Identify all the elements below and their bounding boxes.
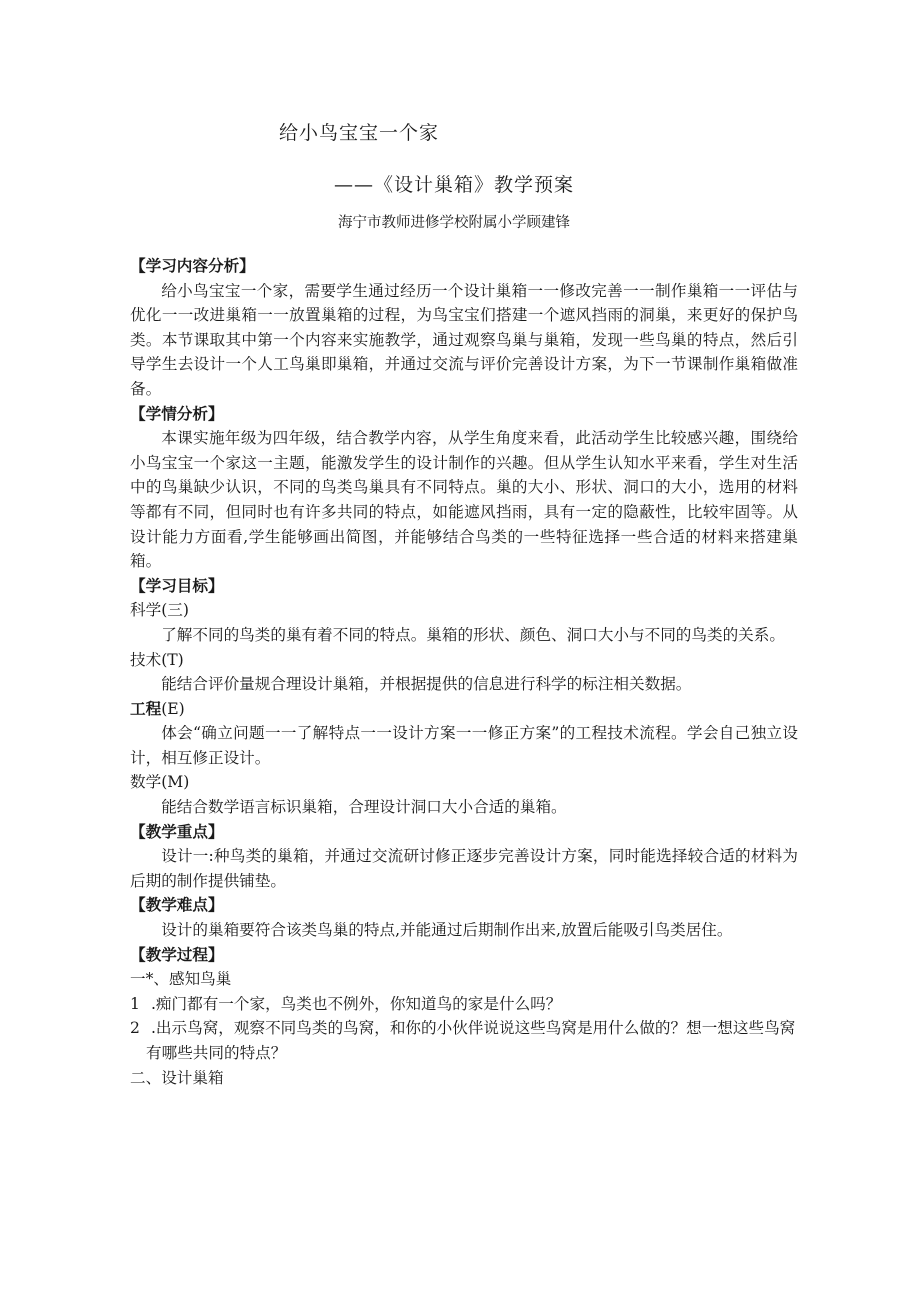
- process-item-2-text: .出示鸟窝，观察不同鸟类的鸟窝，和你的小伙伴说说这些鸟窝是用什么做的？想一想这些鸟窝有哪些共同的特点？: [146, 1019, 796, 1062]
- document-body: [130, 254, 798, 1090]
- process-item-2: [130, 1016, 798, 1065]
- process-item-1: [130, 992, 798, 1017]
- section-heading-key-points: 【教学重点】: [130, 822, 224, 841]
- paragraph-difficulties: 设计的巢箱要符合该类鸟巢的特点,并能通过后期制作出来,放置后能吸引鸟类居住。: [161, 921, 733, 940]
- objective-tech-text: 能结合评价量规合理设计巢箱，并根据提供的信息进行科学的标注相关数据。: [161, 675, 692, 694]
- section-heading-difficulties: 【教学难点】: [130, 896, 224, 915]
- objective-eng-text: 体会“确立问题一一了解特点一一设计方案一一修正方案”的工程技术流程。学会自己独立设计，相互修正设计。: [130, 724, 798, 767]
- objective-science-label: 科学(三): [130, 601, 189, 620]
- objective-tech-label: 技术(T): [130, 650, 184, 669]
- objective-eng-label: [130, 697, 798, 722]
- paragraph-student-analysis: 本课实施年级为四年级，结合教学内容，从学生角度来看，此活动学生比较感兴趣，围绕给小鸟宝宝一个家这一主题，能激发学生的设计制作的兴趣。但从学生认知水平来看，学生对生活中的鸟巢缺少认识，不同的鸟类鸟巢具有不同特点。巢的大小、形状、洞口的大小，选用的材料等都有不同，但同时也有许多共同的特点，如能遮风挡雨，具有一定的隐蔽性，比较牢固等。从设计能力方面看,学生能够画出简图，并能够结合鸟类的一些特征选择一些合适的材料来搭建巢箱。: [130, 429, 798, 571]
- process-item-2-number: 2: [130, 1019, 140, 1038]
- objective-eng-label-rest: (E): [161, 699, 185, 718]
- process-item-1-number: 1: [130, 994, 140, 1013]
- document-author: 海宁市教师进修学校附属小学顾建锋: [338, 215, 570, 231]
- paragraph-content-analysis: 给小鸟宝宝一个家，需要学生通过经历一个设计巢箱一一修改完善一一制作巢箱一一评估与优化一一改进巢箱一一放置巢箱的过程，为鸟宝宝们搭建一个遮风挡雨的洞巢，来更好的保护鸟类。本节课取其中第一个内容来实施教学，通过观察鸟巢与巢箱，发现一些鸟巢的特点，然后引导学生去设计一个人工鸟巢即巢箱，并通过交流与评价完善设计方案，为下一节课制作巢箱做准备。: [130, 281, 798, 398]
- objective-science-text: 了解不同的鸟类的巢有着不同的特点。巢箱的形状、颜色、洞口大小与不同的鸟类的关系。: [161, 625, 785, 644]
- objective-math-label: 数学(M): [130, 773, 190, 792]
- process-item-1-text: .痴门都有一个家，鸟类也不例外，你知道鸟的家是什么吗？: [146, 994, 562, 1013]
- objective-math-text: 能结合数学语言标识巢箱，合理设计洞口大小合适的巢箱。: [161, 798, 567, 817]
- process-step-1: 一*、感知鸟巢: [130, 970, 232, 989]
- section-heading-process: 【教学过程】: [130, 945, 224, 964]
- objective-eng-label-bold: 工程: [130, 699, 162, 718]
- section-heading-content-analysis: 【学习内容分析】: [130, 257, 255, 275]
- process-step-2: 二、设计巢箱: [130, 1068, 224, 1087]
- document-subtitle: ——《设计巢箱》教学预案: [334, 174, 575, 196]
- section-heading-objectives: 【学习目标】: [130, 576, 224, 595]
- document-title: 给小鸟宝宝一个家: [279, 122, 440, 144]
- section-heading-student-analysis: 【学情分析】: [130, 404, 224, 423]
- paragraph-key-points: 设计一:种鸟类的巢箱，并通过交流研讨修正逐步完善设计方案，同时能选择较合适的材料为后期的制作提供铺垫。: [130, 847, 798, 890]
